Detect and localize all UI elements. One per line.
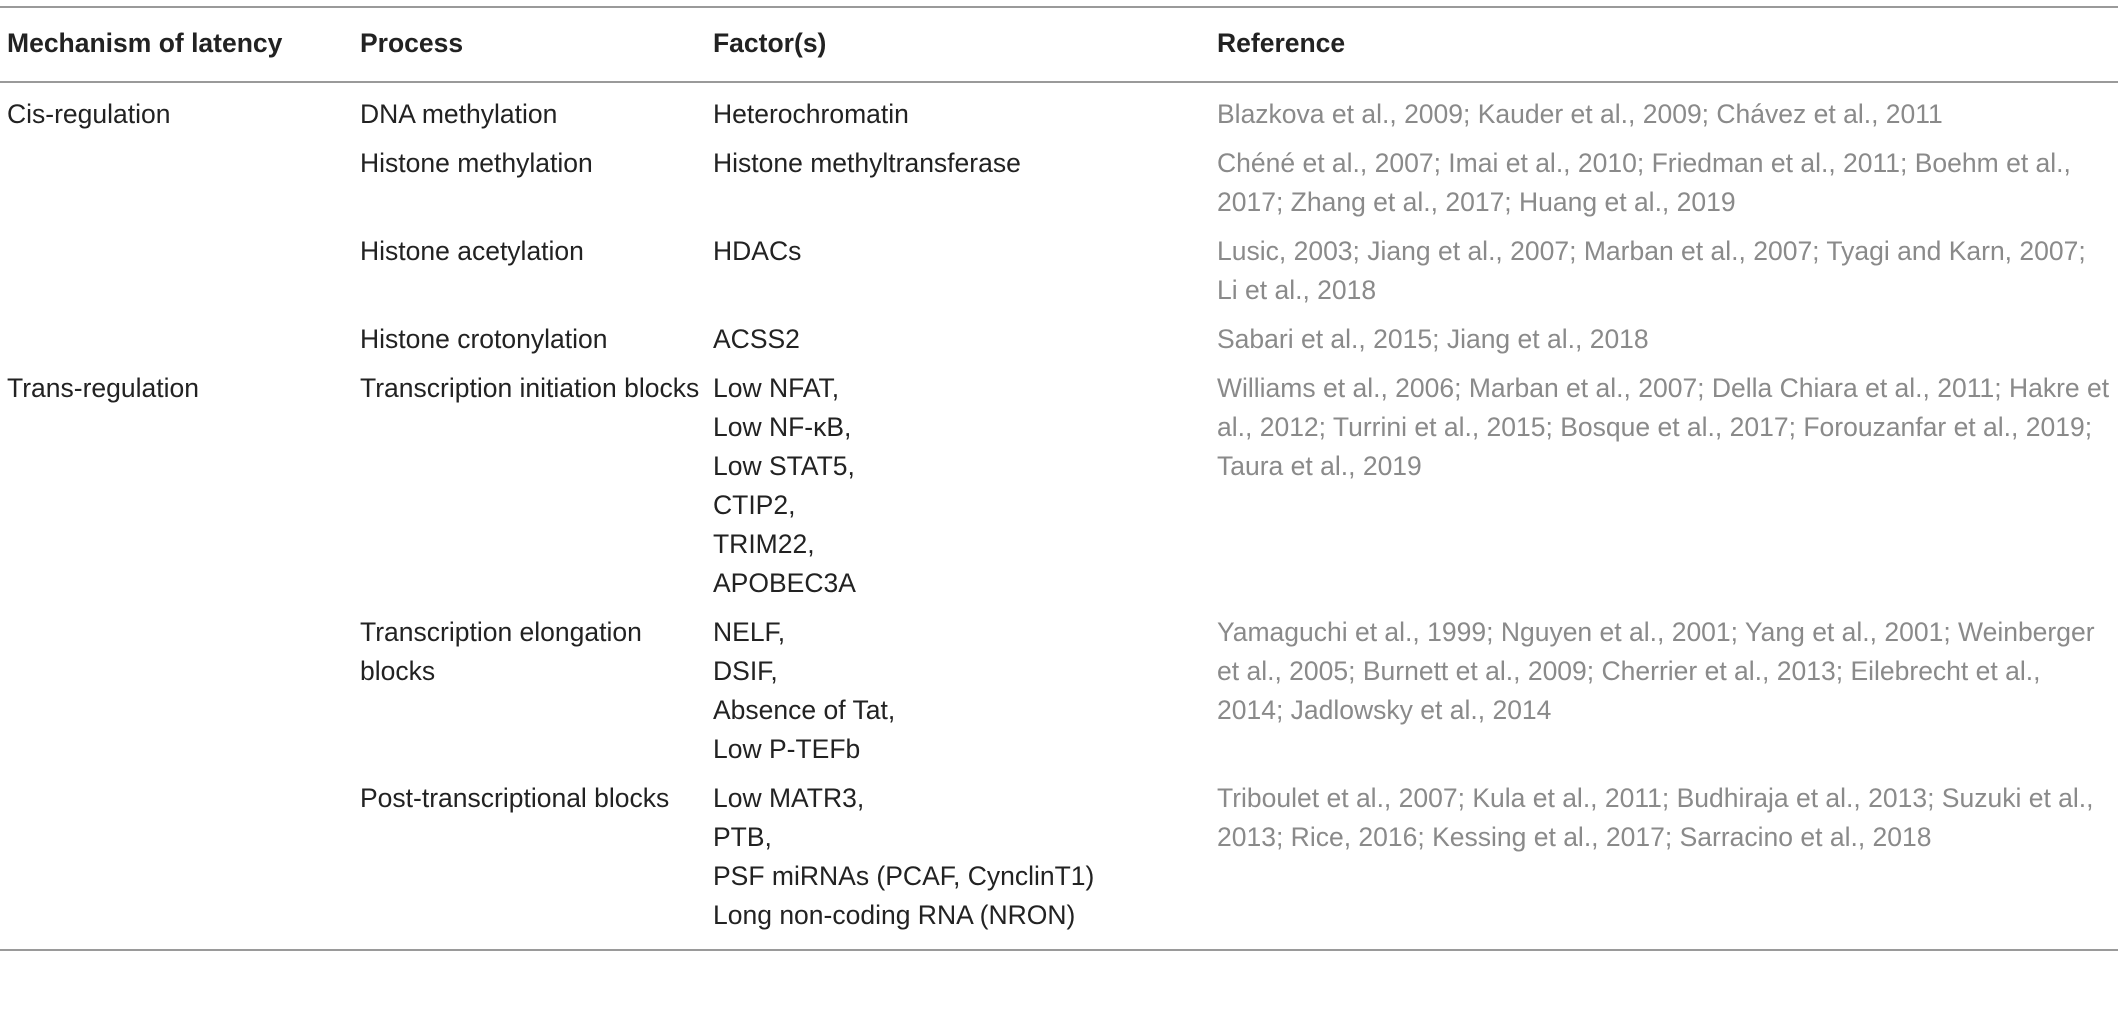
cell-reference: Blazkova et al., 2009; Kauder et al., 2009; Chávez et al., 2011 bbox=[1217, 99, 1943, 129]
table-row bbox=[0, 613, 2118, 779]
factor-item: ACSS2 bbox=[713, 324, 800, 354]
cell-factors bbox=[713, 779, 1217, 950]
table-row bbox=[0, 779, 2118, 950]
header-mechanism: Mechanism of latency bbox=[0, 7, 360, 82]
cell-mechanism bbox=[0, 779, 360, 950]
table-row bbox=[0, 82, 2118, 144]
header-reference: Reference bbox=[1217, 7, 2118, 82]
factor-item: Low NF-κB, bbox=[713, 412, 852, 442]
cell-reference: Chéné et al., 2007; Imai et al., 2010; Friedman et al., 2011; Boehm et al., 2017; Zhang et al., 2017; Huang et al., 2019 bbox=[1217, 148, 2071, 217]
cell-mechanism bbox=[0, 144, 360, 232]
factor-item: HDACs bbox=[713, 236, 802, 266]
cell-reference: Lusic, 2003; Jiang et al., 2007; Marban et al., 2007; Tyagi and Karn, 2007; Li et al., 2018 bbox=[1217, 236, 2086, 305]
factor-item: Low STAT5, bbox=[713, 451, 855, 481]
cell-process: Histone acetylation bbox=[360, 236, 584, 266]
cell-factors bbox=[713, 82, 1217, 144]
cell-reference: Williams et al., 2006; Marban et al., 2007; Della Chiara et al., 2011; Hakre et al., 2012; Turrini et al., 2015; Bosque et al., 2017; Forouzanfar et al., 2019; Taura et al., 2019 bbox=[1217, 373, 2110, 481]
latency-mechanism-table bbox=[0, 6, 2118, 951]
cell-process: Histone crotonylation bbox=[360, 324, 608, 354]
table-row bbox=[0, 320, 2118, 369]
factor-item: Low P-TEFb bbox=[713, 734, 861, 764]
cell-reference: Yamaguchi et al., 1999; Nguyen et al., 2001; Yang et al., 2001; Weinberger et al., 2005; Burnett et al., 2009; Cherrier et al., 2013; Eilebrecht et al., 2014; Jadlowsky et al., 2014 bbox=[1217, 617, 2095, 725]
factor-item: Long non-coding RNA (NRON) bbox=[713, 900, 1076, 930]
header-row bbox=[0, 7, 2118, 82]
header-process: Process bbox=[360, 7, 713, 82]
cell-factors bbox=[713, 232, 1217, 320]
cell-mechanism bbox=[0, 232, 360, 320]
factor-item: DSIF, bbox=[713, 656, 778, 686]
factor-item: TRIM22, bbox=[713, 529, 815, 559]
cell-factors bbox=[713, 320, 1217, 369]
factor-item: CTIP2, bbox=[713, 490, 796, 520]
factor-item: Low NFAT, bbox=[713, 373, 840, 403]
factor-item: NELF, bbox=[713, 617, 786, 647]
cell-process: Post-transcriptional blocks bbox=[360, 779, 713, 950]
table-body bbox=[0, 82, 2118, 950]
cell-reference: Triboulet et al., 2007; Kula et al., 2011; Budhiraja et al., 2013; Suzuki et al., 2013; Rice, 2016; Kessing et al., 2017; Sarracino et al., 2018 bbox=[1217, 779, 2118, 950]
cell-factors bbox=[713, 369, 1217, 613]
cell-reference: Sabari et al., 2015; Jiang et al., 2018 bbox=[1217, 324, 1649, 354]
factor-item: APOBEC3A bbox=[713, 568, 856, 598]
cell-process: Transcription elongation blocks bbox=[360, 617, 642, 686]
cell-mechanism bbox=[0, 320, 360, 369]
factor-item: Heterochromatin bbox=[713, 99, 909, 129]
cell-factors bbox=[713, 144, 1217, 232]
cell-mechanism bbox=[0, 613, 360, 779]
cell-factors bbox=[713, 613, 1217, 779]
factor-item: Histone methyltransferase bbox=[713, 148, 1021, 178]
factor-item: Low MATR3, bbox=[713, 783, 865, 813]
table-header bbox=[0, 7, 2118, 82]
factor-item: Absence of Tat, bbox=[713, 695, 896, 725]
cell-mechanism: Cis-regulation bbox=[7, 99, 171, 129]
factor-item: PSF miRNAs (PCAF, CynclinT1) bbox=[713, 861, 1095, 891]
cell-process: Transcription initiation blocks bbox=[360, 373, 700, 403]
table-row bbox=[0, 232, 2118, 320]
factor-item: PTB, bbox=[713, 822, 772, 852]
cell-process: DNA methylation bbox=[360, 99, 558, 129]
cell-process: Histone methylation bbox=[360, 148, 593, 178]
header-factors: Factor(s) bbox=[713, 7, 1217, 82]
cell-mechanism: Trans-regulation bbox=[7, 373, 199, 403]
table-row bbox=[0, 144, 2118, 232]
table-row bbox=[0, 369, 2118, 613]
